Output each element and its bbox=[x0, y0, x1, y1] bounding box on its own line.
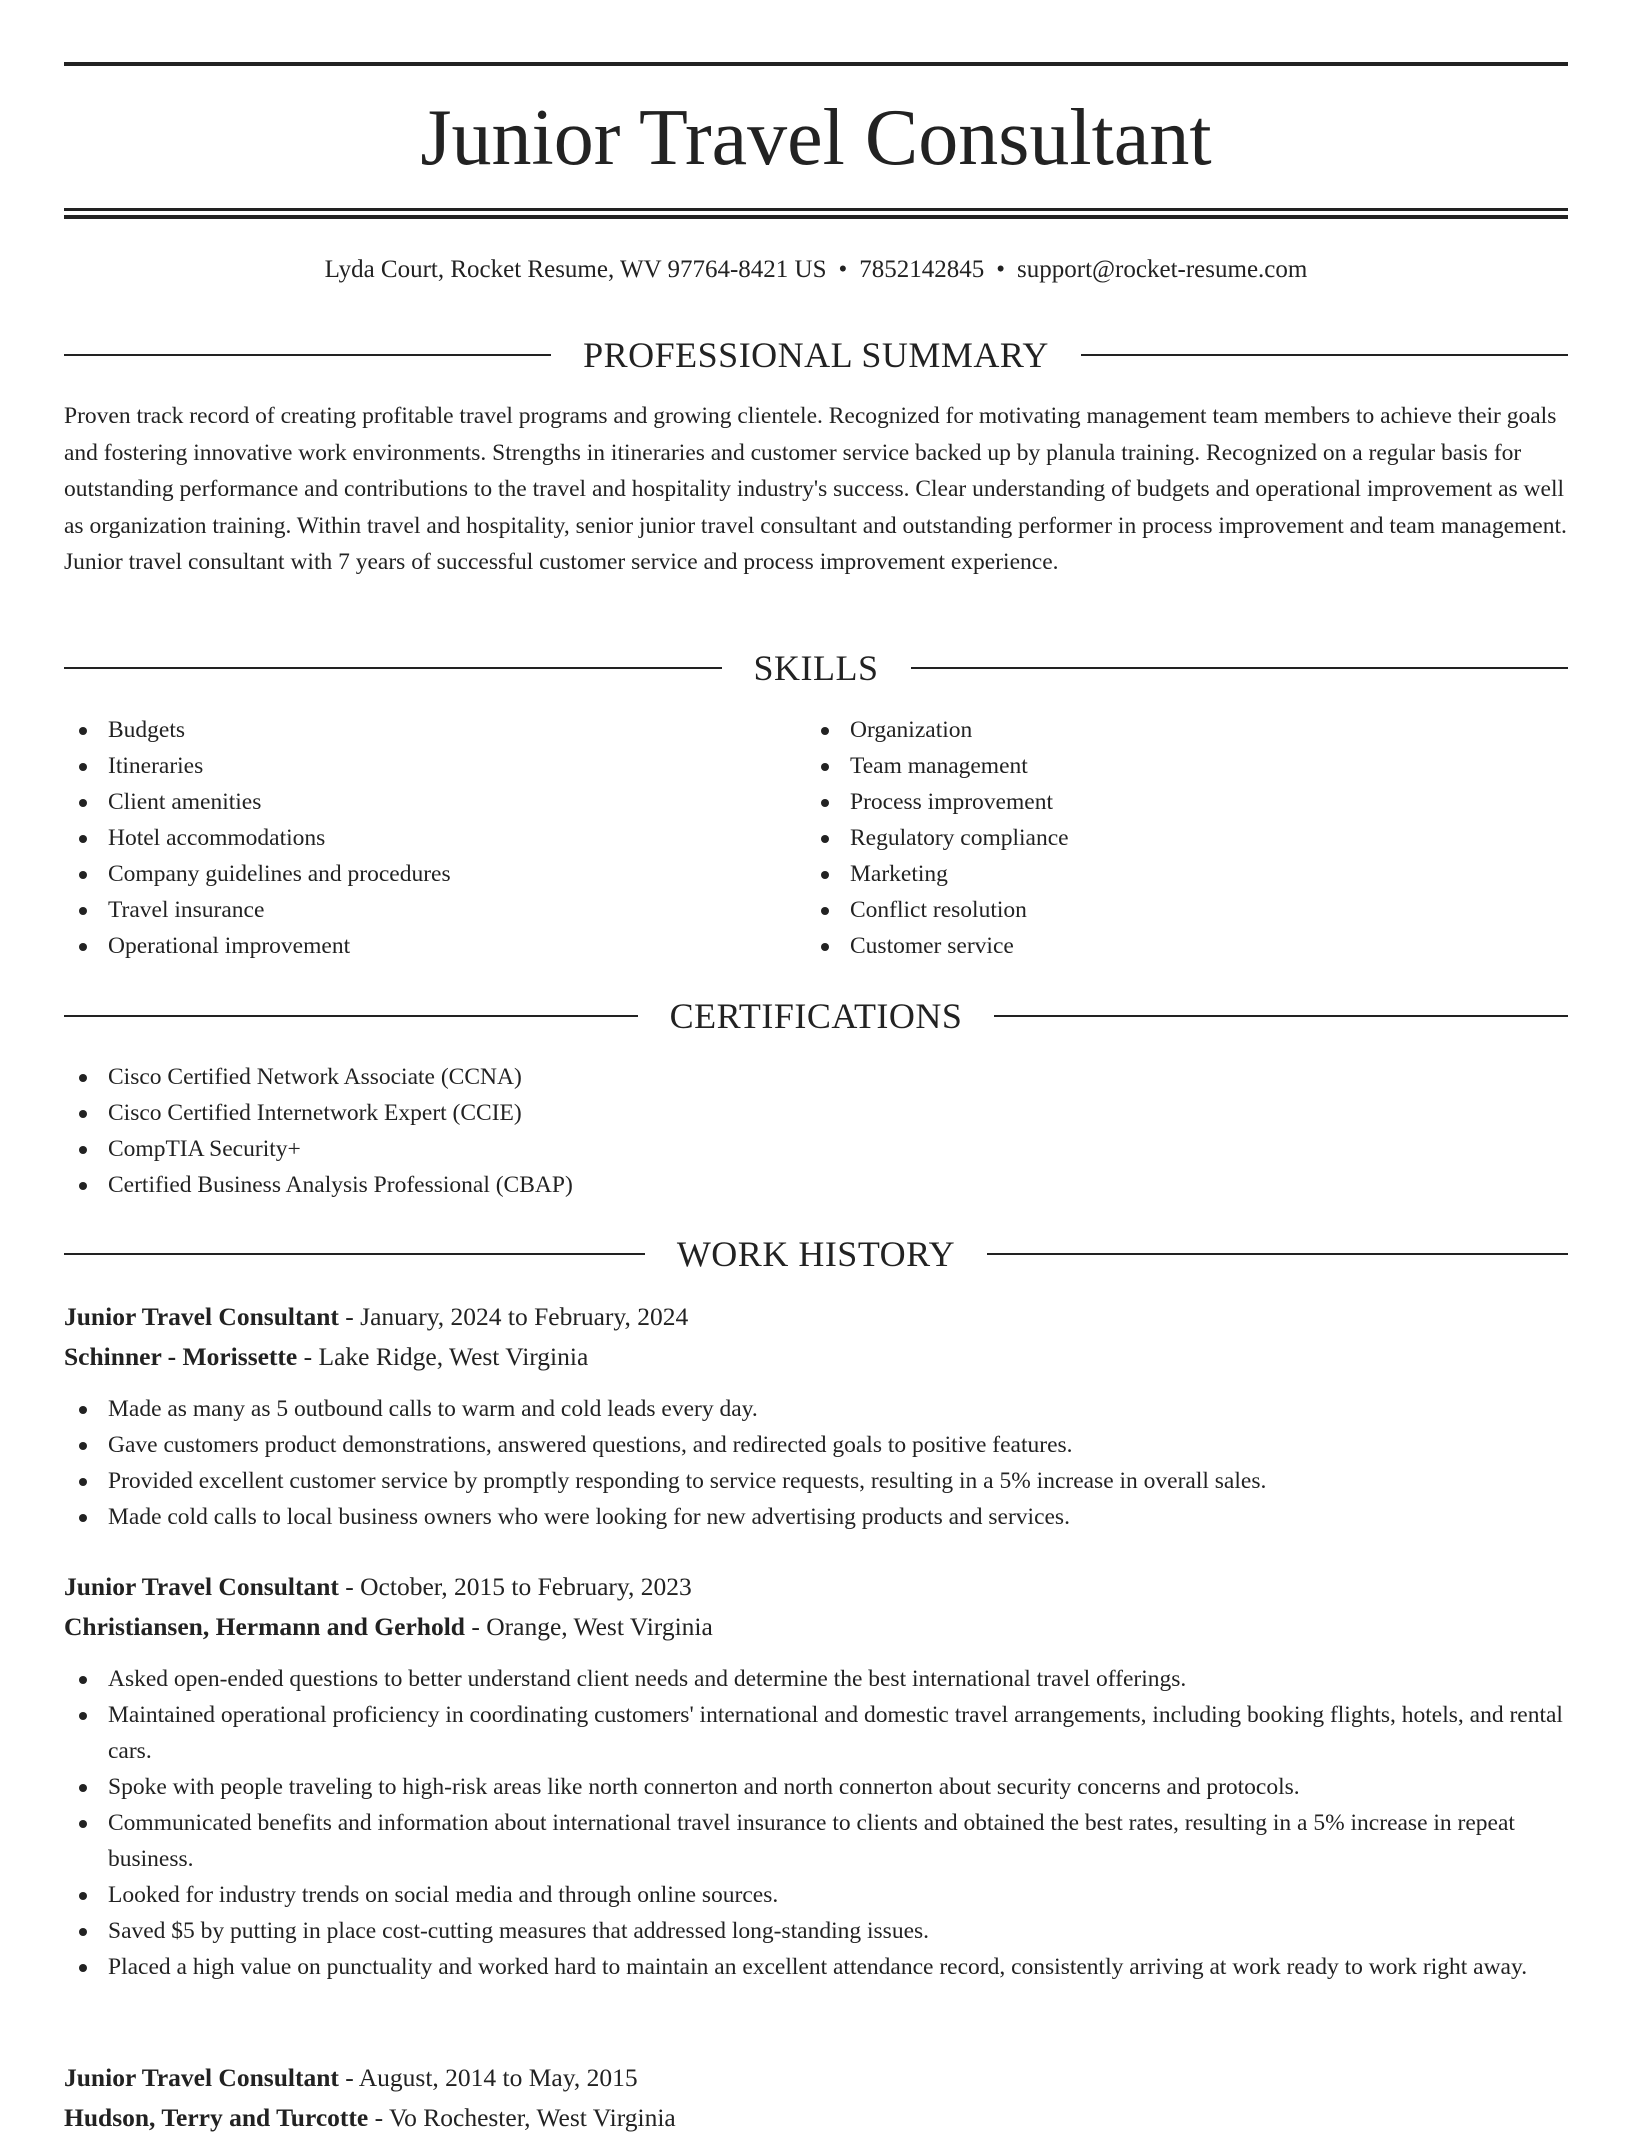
job-title-line bbox=[64, 1297, 1568, 1337]
work-history-heading bbox=[64, 1229, 1568, 1279]
skill-item: Conflict resolution bbox=[806, 892, 1506, 928]
contact-separator: • bbox=[838, 256, 848, 283]
skill-item: Hotel accommodations bbox=[64, 820, 764, 856]
heading-rule-left bbox=[64, 667, 722, 669]
heading-rule-right bbox=[987, 1253, 1568, 1255]
skill-item: Operational improvement bbox=[64, 928, 764, 964]
job-duty-item: Asked open-ended questions to better understand client needs and determine the best international travel offerings. bbox=[64, 1661, 1568, 1697]
skills-column-right bbox=[806, 712, 1506, 964]
certifications-heading bbox=[64, 991, 1568, 1041]
job-duties-list bbox=[64, 1391, 1568, 1535]
job-duty-item: Made cold calls to local business owners who were looking for new advertising products and services. bbox=[64, 1499, 1568, 1535]
job-dates: January, 2024 to February, 2024 bbox=[360, 1302, 689, 1331]
heading-rule-right bbox=[911, 667, 1569, 669]
skill-item: Customer service bbox=[806, 928, 1506, 964]
heading-rule-right bbox=[994, 1015, 1568, 1017]
job-title-line bbox=[64, 1567, 1568, 1607]
work-history-heading-text: WORK HISTORY bbox=[676, 1234, 956, 1274]
skill-item: Travel insurance bbox=[64, 892, 764, 928]
skills-heading-text: SKILLS bbox=[753, 648, 879, 688]
resume-name: Junior Travel Consultant bbox=[420, 94, 1212, 182]
job-duty-item: Looked for industry trends on social media and through online sources. bbox=[64, 1877, 1568, 1913]
skill-item: Team management bbox=[806, 748, 1506, 784]
heading-rule-left bbox=[64, 1015, 638, 1017]
skill-item: Itineraries bbox=[64, 748, 764, 784]
job-duty-item: Provided excellent customer service by promptly responding to service requests, resulting in a 5% increase in overall sales. bbox=[64, 1463, 1568, 1499]
job-joiner: - bbox=[338, 2063, 359, 2092]
job-joiner: - bbox=[297, 1342, 319, 1371]
job-duty-item: Saved $5 by putting in place cost-cutting measures that addressed long-standing issues. bbox=[64, 1913, 1568, 1949]
contact-address: Lyda Court, Rocket Resume, WV 97764-8421 US bbox=[324, 256, 827, 283]
skill-item: Company guidelines and procedures bbox=[64, 856, 764, 892]
job-company-line bbox=[64, 2098, 1568, 2138]
job-duty-item: Spoke with people traveling to high-risk areas like north connerton and north connerton about security concerns and protocols. bbox=[64, 1769, 1568, 1805]
certification-item: CompTIA Security+ bbox=[64, 1131, 1568, 1167]
job-duty-item: Communicated benefits and information about international travel insurance to clients and obtained the best rates, resulting in a 5% increase in repeat business. bbox=[64, 1805, 1568, 1877]
job-duties bbox=[64, 1391, 1568, 1535]
skills-column-left bbox=[64, 712, 764, 964]
summary-heading-text: PROFESSIONAL SUMMARY bbox=[583, 335, 1049, 375]
contact-separator: • bbox=[996, 256, 1006, 283]
skills-list-left bbox=[64, 712, 764, 964]
skill-item: Marketing bbox=[806, 856, 1506, 892]
job-dates: August, 2014 to May, 2015 bbox=[358, 2063, 638, 2092]
job-dates: October, 2015 to February, 2023 bbox=[360, 1572, 692, 1601]
job-joiner: - bbox=[368, 2103, 389, 2132]
skill-item: Client amenities bbox=[64, 784, 764, 820]
skills-list-right bbox=[806, 712, 1506, 964]
job-duty-item: Gave customers product demonstrations, answered questions, and redirected goals to positive features. bbox=[64, 1427, 1568, 1463]
summary-text: Proven track record of creating profitable travel programs and growing clientele. Recognized for motivating management team members to achieve their goals and fostering innovative work environments. Strengths in itineraries and customer service backed up by planula training. Recognized on a regular basis for outstanding performance and contributions to the travel and hospitality industry's success. Clear understanding of budgets and operational improvement as well as organization training. Within travel and hospitality, senior junior travel consultant and outstanding performer in process improvement and team management. Junior travel consultant with 7 years of successful customer service and process improvement experience. bbox=[64, 403, 1567, 575]
job-duties bbox=[64, 1661, 1568, 1985]
certification-item: Cisco Certified Internetwork Expert (CCIE) bbox=[64, 1095, 1568, 1131]
certifications-block bbox=[64, 1059, 1568, 1203]
contact-email: support@rocket-resume.com bbox=[1017, 256, 1308, 283]
header-double-rule bbox=[64, 208, 1568, 219]
job-duty-item: Made as many as 5 outbound calls to warm and cold leads every day. bbox=[64, 1391, 1568, 1427]
header-top-rule bbox=[64, 62, 1568, 66]
summary-heading bbox=[64, 330, 1568, 380]
job-title-line bbox=[64, 2058, 1568, 2098]
job-location: Orange, West Virginia bbox=[486, 1612, 713, 1641]
job-company-line bbox=[64, 1337, 1568, 1377]
skill-item: Regulatory compliance bbox=[806, 820, 1506, 856]
heading-rule-left bbox=[64, 354, 551, 356]
job-joiner: - bbox=[338, 1302, 361, 1331]
job-company: Christiansen, Hermann and Gerhold bbox=[64, 1612, 465, 1641]
skill-item: Budgets bbox=[64, 712, 764, 748]
certifications-list bbox=[64, 1059, 1568, 1203]
job-title: Junior Travel Consultant bbox=[64, 2063, 339, 2092]
heading-rule-left bbox=[64, 1253, 645, 1255]
job-company: Schinner - Morissette bbox=[64, 1342, 298, 1371]
contact-phone: 7852142845 bbox=[859, 256, 985, 283]
job-location: Lake Ridge, West Virginia bbox=[318, 1342, 589, 1371]
contact-line bbox=[64, 252, 1568, 288]
job-duty-item: Maintained operational proficiency in coordinating customers' international and domestic travel arrangements, including booking flights, hotels, and rental cars. bbox=[64, 1697, 1568, 1769]
job-title: Junior Travel Consultant bbox=[64, 1302, 339, 1331]
job-location: Vo Rochester, West Virginia bbox=[388, 2103, 676, 2132]
job-duties-list bbox=[64, 1661, 1568, 1985]
certification-item: Certified Business Analysis Professional (CBAP) bbox=[64, 1167, 1568, 1203]
skill-item: Process improvement bbox=[806, 784, 1506, 820]
job-company-line bbox=[64, 1607, 1568, 1647]
heading-rule-right bbox=[1081, 354, 1568, 356]
certifications-heading-text: CERTIFICATIONS bbox=[669, 996, 963, 1036]
job-joiner: - bbox=[464, 1612, 487, 1641]
skill-item: Organization bbox=[806, 712, 1506, 748]
job-title: Junior Travel Consultant bbox=[64, 1572, 339, 1601]
skills-heading bbox=[64, 643, 1568, 693]
job-company: Hudson, Terry and Turcotte bbox=[64, 2103, 369, 2132]
job-duty-item: Placed a high value on punctuality and worked hard to maintain an excellent attendance record, consistently arriving at work ready to work right away. bbox=[64, 1949, 1568, 1985]
job-joiner: - bbox=[338, 1572, 361, 1601]
certification-item: Cisco Certified Network Associate (CCNA) bbox=[64, 1059, 1568, 1095]
